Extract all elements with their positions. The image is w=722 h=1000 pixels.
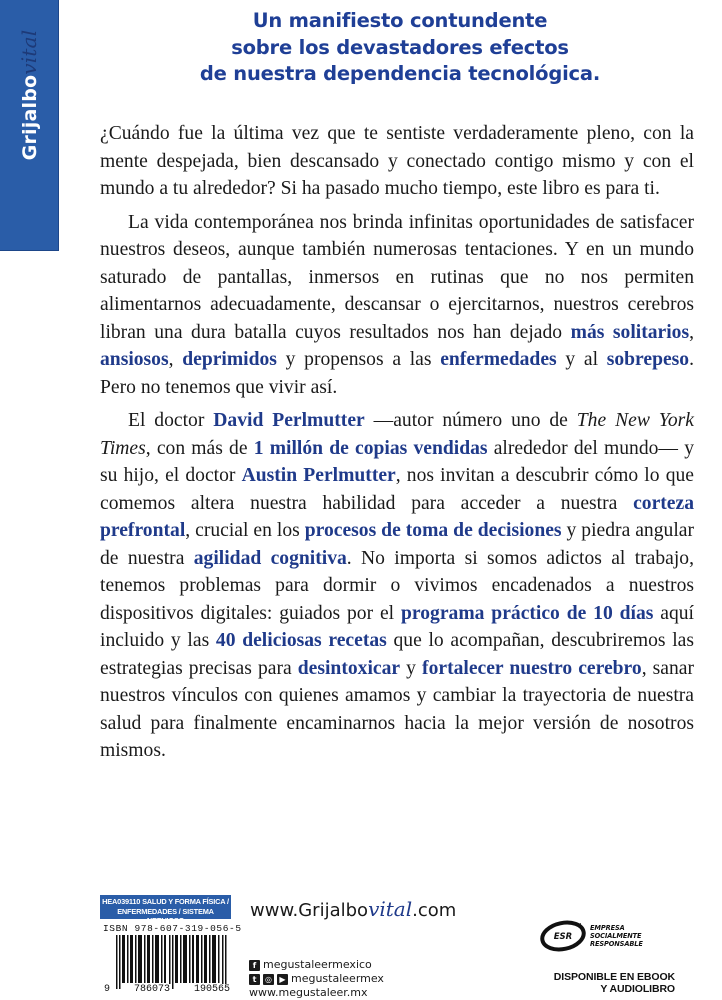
- author-name: David Perlmutter: [213, 410, 365, 431]
- publisher-spine-tab: [0, 0, 59, 251]
- highlight-term: corteza prefrontal: [100, 492, 694, 541]
- publisher-logo: [17, 30, 41, 161]
- synopsis-body: [100, 120, 694, 771]
- highlight-term: sobrepeso: [606, 349, 690, 370]
- facebook-icon: f: [249, 960, 260, 971]
- isbn-label: ISBN 978-607-319-056-5: [103, 923, 242, 934]
- headline-line: de nuestra dependencia tecnológica.: [199, 62, 601, 85]
- highlight-term: deprimidos: [182, 349, 277, 370]
- highlight-term: enfermedades: [440, 349, 557, 370]
- social-media-link[interactable]: t ◎ ▶ megustaleermex: [249, 972, 384, 986]
- highlight-term: fortalecer nuestro cerebro: [422, 657, 642, 679]
- highlight-term: procesos de toma de decisiones: [304, 520, 562, 541]
- highlight-term: ansiosos: [100, 349, 169, 370]
- barcode-icon: [116, 935, 227, 989]
- instagram-icon: ◎: [263, 974, 274, 985]
- synopsis-paragraph-3: El doctor David Perlmutter —autor número uno de The New York Times, con más de 1 millón de copias vendidas alrededor del mundo— y su hijo, el doctor Austin Perlmutter, nos invitan a descubrir cómo lo que comemos altera nuestra habilidad para acceder a nuestra corteza prefrontal, crucial en los procesos de toma de decisiones y piedra angular de nuestra agilidad cognitiva. No importa si somos adictos al trabajo, tenemos problemas para dormir o vivimos encadenados a nuestros dispositivos digitales: guiados por el programa práctico de 10 días aquí incluido y las 40 deliciosas recetas que lo acompañan, descubriremos las estrategias precisas para desintoxicar y fortalecer nuestro cerebro, sanar nuestros vínculos con quienes amamos y cambiar la trayectoria de nuestra salud para finalmente encaminarnos hacia la mejor versión de nosotros mismos.: [100, 410, 695, 761]
- headline-line: sobre los devastadores efectos: [231, 35, 569, 59]
- esr-logo-icon: [540, 920, 586, 952]
- facebook-link[interactable]: f megustaleermexico: [249, 958, 384, 972]
- availability-note: DISPONIBLE EN EBOOK Y AUDIOLIBRO: [553, 971, 675, 995]
- publication-title: The New York Times: [100, 410, 695, 459]
- highlight-term: agilidad cognitiva: [193, 547, 347, 569]
- youtube-icon: ▶: [277, 974, 288, 985]
- publisher-logo-main: Grijalbo: [19, 74, 41, 161]
- highlight-term: programa práctico de 10 días: [401, 602, 654, 624]
- highlight-term: más solitarios: [570, 321, 690, 343]
- headline-line: Un manifiesto contundente: [252, 9, 548, 32]
- highlight-term: 1 millón de copias vendidas: [253, 437, 488, 459]
- megustaleer-website-link[interactable]: www.megustaleer.mx: [249, 986, 368, 999]
- synopsis-paragraph-2: La vida contemporánea nos brinda infinitas oportunidades de satisfacer nuestros deseos, aunque también numerosas tentaciones. Y en un mundo saturado de pantallas, inmersos en rutinas que no nos permiten alimentarnos adecuadamente, descansar o ejercitarnos, nuestros cerebros libran una dura batalla cuyos resultados nos han dejado más solitarios, ansiosos, deprimidos y propensos a las enfermedades y al sobrepeso. Pero no tenemos que vivir así.: [100, 211, 694, 398]
- twitter-icon: t: [249, 974, 260, 985]
- svg-text:ESR: ESR: [553, 932, 573, 942]
- bisac-category-label: HEA039110 SALUD Y FORMA FÍSICA / ENFERMEDADES / SISTEMA NERVIOSO: [100, 895, 231, 919]
- esr-badge: [540, 920, 643, 952]
- publisher-logo-script: vital: [17, 29, 41, 75]
- tagline-headline: [180, 8, 620, 88]
- esr-text: EMPRESA SOCIALMENTE RESPONSABLE: [590, 924, 643, 948]
- barcode-digits: 9 786073 190565: [104, 984, 230, 995]
- publisher-website[interactable]: www.Grijalbovital.com: [250, 897, 457, 921]
- highlight-term: 40 deliciosas recetas: [215, 630, 387, 651]
- highlight-term: desintoxicar: [297, 657, 401, 679]
- social-links: [249, 958, 384, 1000]
- author-name: Austin Perlmutter: [241, 465, 396, 486]
- synopsis-paragraph-1: ¿Cuándo fue la última vez que te sentiste verdaderamente pleno, con la mente despejada, bien descansado y conectado contigo mismo y con el mundo a tu alrededor? Si ha pasado mucho tiempo, este libro es para ti.: [100, 123, 694, 199]
